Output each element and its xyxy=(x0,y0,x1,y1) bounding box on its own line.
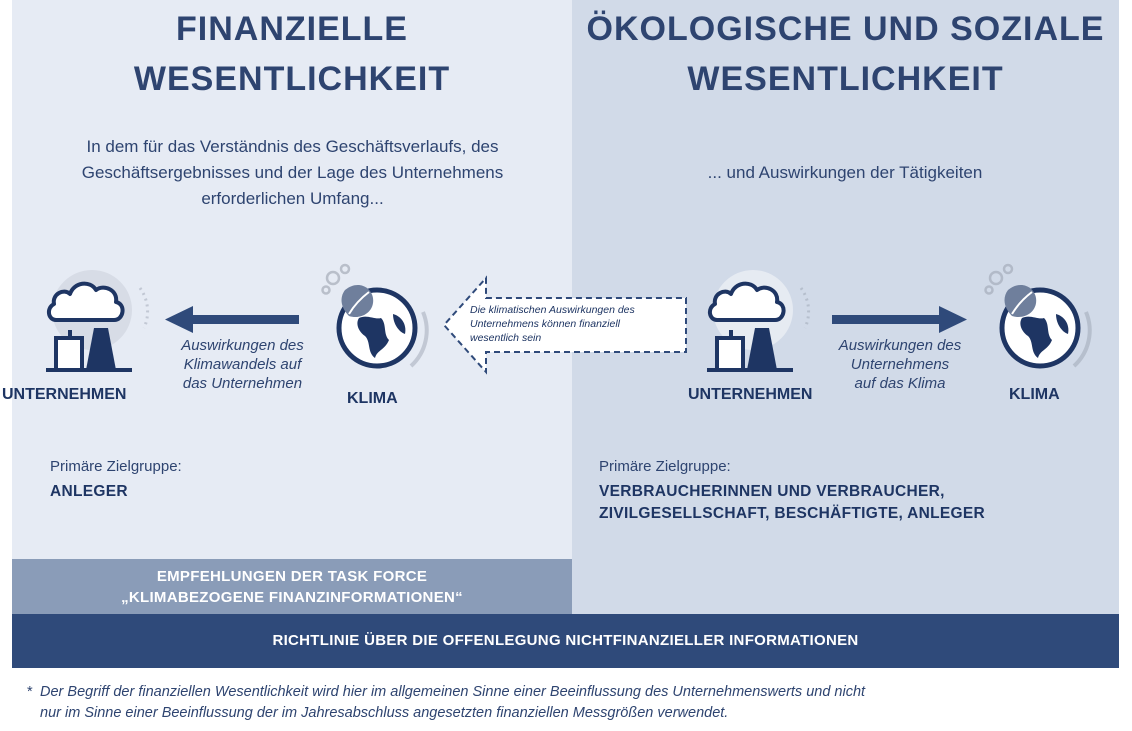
tcfd-recommendations-bar xyxy=(12,559,572,614)
footnote xyxy=(27,682,1100,724)
caption-line: das Unternehmen xyxy=(182,375,303,392)
factory-icon xyxy=(32,268,152,378)
footnote-marker: * xyxy=(27,684,33,700)
heading-line: ÖKOLOGISCHE UND SOZIALE xyxy=(586,10,1105,48)
caption-line: auf das Klima xyxy=(854,375,946,392)
left-target-group-value xyxy=(50,481,128,503)
target-line: ANLEGER xyxy=(50,483,128,500)
heading-line: WESENTLICHKEIT xyxy=(687,60,1004,98)
factory-icon xyxy=(693,268,813,378)
right-target-group-value xyxy=(599,481,985,525)
dashed-arrow-text xyxy=(470,303,685,345)
target-line: ZIVILGESELLSCHAFT, BESCHÄFTIGTE, ANLEGER xyxy=(599,505,986,522)
financial-intro-text xyxy=(40,134,545,212)
right-arrow-caption xyxy=(825,336,975,393)
caption-line: Klimawandels auf xyxy=(183,356,302,373)
right-target-group-label: Primäre Zielgruppe: xyxy=(599,458,731,475)
impact-on-company-arrow xyxy=(165,306,300,334)
heading-line: FINANZIELLE xyxy=(176,10,408,48)
tcfd-line: EMPFEHLUNGEN DER TASK FORCE xyxy=(156,568,428,585)
left-company-label: UNTERNEHMEN xyxy=(2,386,127,403)
environmental-social-materiality-heading xyxy=(572,4,1119,104)
right-company-label: UNTERNEHMEN xyxy=(688,386,813,403)
impact-on-climate-arrow xyxy=(832,306,967,334)
right-climate-label: KLIMA xyxy=(1009,386,1060,403)
caption-line: Auswirkungen des xyxy=(181,337,304,354)
nfrd-directive-bar: RICHTLINIE ÜBER DIE OFFENLEGUNG NICHTFINANZIELLER INFORMATIONEN xyxy=(12,614,1119,668)
target-line: VERBRAUCHERINNEN UND VERBRAUCHER, xyxy=(599,483,945,500)
intro-line: In dem für das Verständnis des Geschäftsverlaufs, des xyxy=(86,137,499,156)
globe-leaf-icon xyxy=(315,262,440,382)
intro-line: erforderlichen Umfang... xyxy=(201,189,384,208)
dashed-text-line: wesentlich sein xyxy=(470,332,542,344)
left-climate-label: KLIMA xyxy=(347,390,398,407)
left-target-group-label: Primäre Zielgruppe: xyxy=(50,458,182,475)
dashed-text-line: Unternehmens können finanziell xyxy=(470,318,621,330)
dashed-text-line: Die klimatischen Auswirkungen des xyxy=(470,304,635,316)
tcfd-line: „KLIMABEZOGENE FINANZINFORMATIONEN“ xyxy=(121,589,463,606)
caption-line: Unternehmens xyxy=(850,356,950,373)
heading-line: WESENTLICHKEIT xyxy=(133,60,451,98)
left-arrow-caption xyxy=(170,336,315,393)
globe-leaf-icon xyxy=(978,262,1103,382)
financial-materiality-heading xyxy=(12,4,572,104)
caption-line: Auswirkungen des xyxy=(838,337,962,354)
footnote-line: Der Begriff der finanziellen Wesentlichkeit wird hier im allgemeinen Sinne einer Beeinflussung des Unternehmenswerts und nicht xyxy=(40,684,866,700)
footnote-line: nur im Sinne einer Beeinflussung der im Jahresabschluss angesetzten finanziellen Messgrößen verwendet. xyxy=(40,705,729,721)
intro-line: Geschäftsergebnisses und der Lage des Unternehmens xyxy=(81,163,504,182)
environmental-intro-text: ... und Auswirkungen der Tätigkeiten xyxy=(707,163,983,182)
